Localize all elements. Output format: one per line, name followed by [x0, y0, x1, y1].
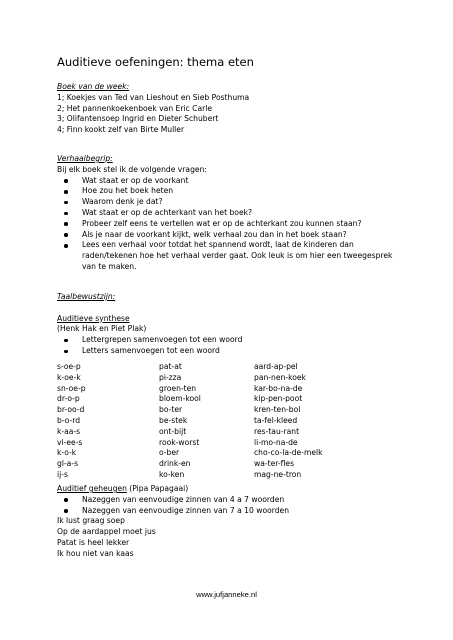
word-cell: groen-ten [159, 383, 197, 393]
word-cell: kip-pen-poot [254, 394, 303, 404]
sentence: Ik hou niet van kaas [57, 548, 134, 558]
word-cell: wa-ter-fles [254, 459, 295, 469]
bullet-icon [64, 179, 68, 183]
bullet-icon [64, 350, 68, 354]
word-cell: aard-ap-pel [254, 362, 298, 371]
word-cell: pat-at [159, 362, 182, 371]
book-heading: Boek van de week: [57, 82, 130, 91]
language-heading: Taalbewustzijn: [57, 292, 116, 301]
memory-heading: Auditief geheugen (Pipa Papagaai) [57, 484, 189, 493]
bullet-icon [64, 201, 68, 205]
bullet-icon [64, 509, 68, 513]
synthesis-source: (Henk Hak en Piet Plak) [57, 324, 147, 334]
word-cell: drink-en [159, 459, 191, 469]
comprehension-section [57, 154, 392, 273]
question-item: Wat staat er op de achterkant van het boek? [57, 208, 392, 219]
word-cell: b-o-rd [57, 415, 81, 425]
bullet-icon [64, 233, 68, 237]
word-cell: rook-worst [159, 437, 200, 447]
word-cell: kren-ten-bol [254, 405, 301, 415]
word-cell: vl-ee-s [57, 437, 83, 447]
word-cell: bo-ter [159, 405, 183, 415]
word-cell: s-oe-p [57, 362, 81, 371]
word-cell: gl-a-s [57, 459, 79, 469]
word-cell: res-tau-rant [254, 426, 300, 436]
word-cell: ont-bijt [159, 426, 187, 436]
book-item: 3; Olifantensoep Ingrid en Dieter Schubert [57, 114, 219, 124]
word-cell: kar-bo-na-de [254, 383, 303, 393]
question-item: Als je naar de voorkant kijkt, welk verhaal zou dan in het boek staan? [57, 230, 392, 241]
book-item: 4; Finn kookt zelf van Birte Muller [57, 125, 185, 135]
word-cell: o-ber [159, 448, 180, 458]
word-cell: pi-zza [159, 372, 182, 382]
bullet-icon [64, 222, 68, 226]
synthesis-heading: Auditieve synthese [57, 313, 130, 323]
word-cell: ko-ken [159, 469, 185, 479]
synthesis-item: Lettergrepen samenvoegen tot een woord [57, 335, 242, 346]
word-cell: mag-ne-tron [254, 469, 302, 479]
word-cell: pan-nen-koek [254, 372, 306, 382]
question-item: Hoe zou het boek heten [57, 186, 392, 197]
memory-section [57, 484, 289, 560]
comprehension-heading: Verhaalbegrip: [57, 154, 113, 163]
word-cell: br-oo-d [57, 405, 85, 415]
word-cell: ta-fel-kleed [254, 415, 298, 425]
sentence: Op de aardappel moet jus [57, 527, 156, 537]
question-item: Probeer zelf eens te vertellen wat er op de achterkant zou kunnen staan? [57, 219, 392, 230]
word-cell: k-aa-s [57, 426, 81, 436]
bullet-icon [64, 190, 68, 194]
language-section [57, 292, 242, 357]
question-item: Waarom denk je dat? [57, 197, 392, 208]
question-item: Wat staat er op de voorkant [57, 176, 392, 187]
word-cell: be-stek [159, 415, 188, 425]
word-cell: k-oe-k [57, 372, 81, 382]
word-cell: li-mo-na-de [254, 437, 298, 447]
synthesis-item: Letters samenvoegen tot een woord [57, 346, 242, 357]
footer-url: www.jufjanneke.nl [196, 590, 257, 599]
book-item: 2; Het pannenkoekenboek van Eric Carle [57, 103, 213, 113]
sentence: Ik lust graag soep [57, 516, 125, 526]
memory-item: Nazeggen van eenvoudige zinnen van 4 a 7 woorden [57, 495, 289, 506]
comprehension-intro: Bij elk boek stel ik de volgende vragen: [57, 164, 207, 174]
question-continuation: van te maken. [82, 261, 137, 271]
question-continuation: raden/tekenen hoe het verhaal verder gaat. Ook leuk is om hier een tweegesprek [82, 251, 393, 261]
word-cell: cho-co-la-de-melk [254, 448, 323, 458]
memory-item: Nazeggen van eenvoudige zinnen van 7 a 10 woorden [57, 506, 289, 517]
word-cell: sn-oe-p [57, 383, 86, 393]
question-item: Lees een verhaal voor totdat het spannend wordt, laat de kinderen dan [57, 240, 392, 251]
bullet-icon [64, 339, 68, 343]
page-title: Auditieve oefeningen: thema eten [57, 55, 254, 69]
word-cell: dr-o-p [57, 394, 80, 404]
word-cell: bloem-kool [159, 394, 201, 404]
bullet-icon [64, 498, 68, 502]
sentence: Patat is heel lekker [57, 537, 130, 547]
book-section [57, 82, 249, 136]
word-cell: ij-s [57, 469, 68, 479]
word-cell: k-o-k [57, 448, 77, 458]
bullet-icon [64, 212, 68, 216]
book-item: 1; Koekjes van Ted van Lieshout en Sieb Posthuma [57, 92, 250, 102]
bullet-icon [64, 244, 68, 248]
